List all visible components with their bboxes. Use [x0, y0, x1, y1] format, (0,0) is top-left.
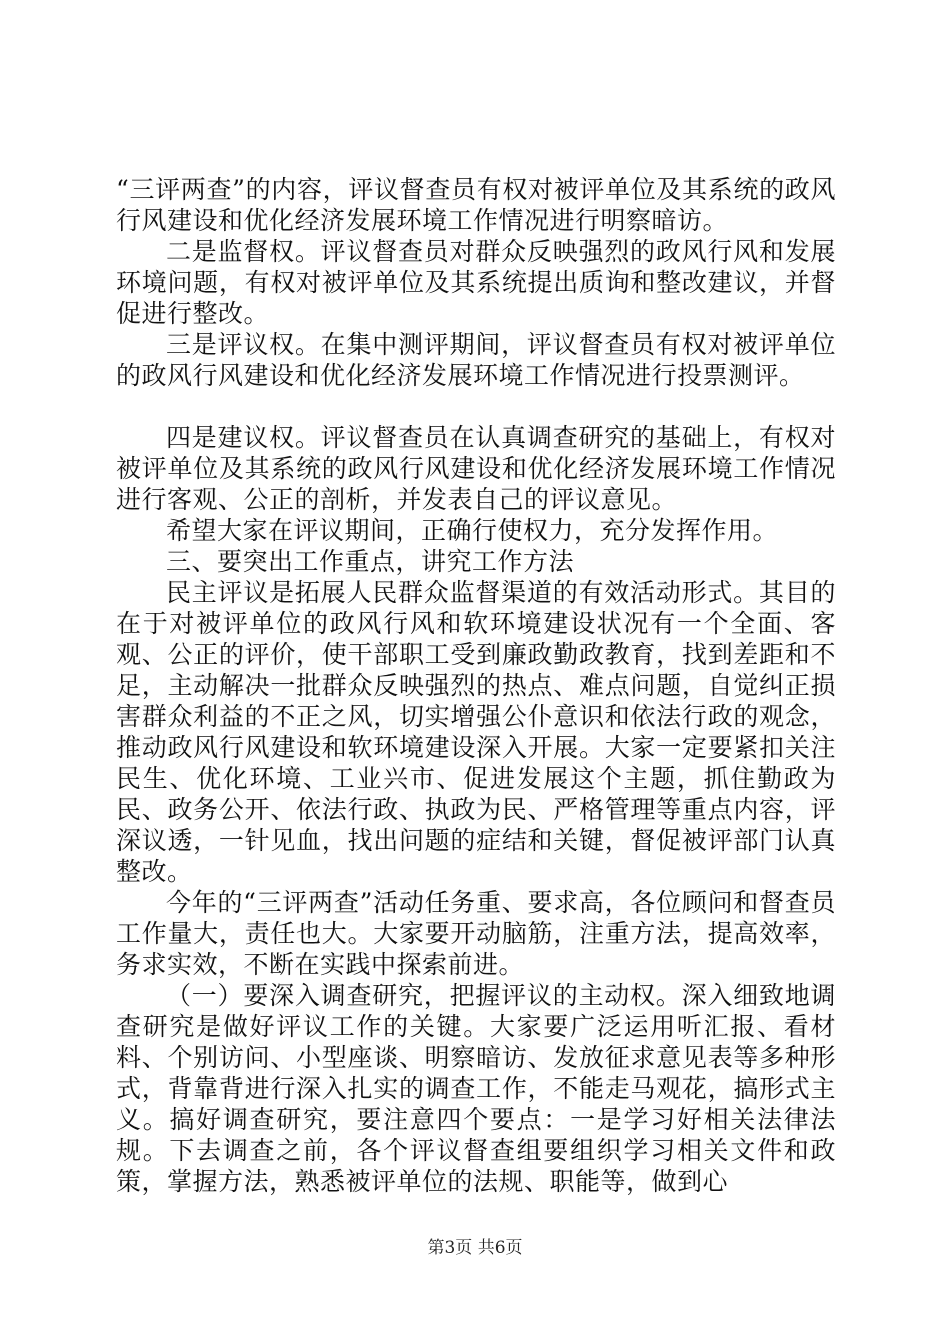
- section-heading: 三、要突出工作重点，讲究工作方法: [166, 547, 575, 576]
- paragraph-continuation: “三评两查”的内容，评议督查员有权对被评单位及其系统的政风行风建设和优化经济发展环境工作情况进行明察暗访。: [116, 175, 836, 235]
- paragraph-democratic-review: 民主评议是拓展人民群众监督渠道的有效活动形式。其目的在于对被评单位的政风行风和软环境建设状况有一个全面、客观、公正的评价，使干部职工受到廉政勤政教育，找到差距和不足，主动解决一批群众反映强烈的热点、难点问题，自觉纠正损害群众利益的不正之风，切实增强公仆意识和依法行政的观念，推动政风行风建设和软环境建设深入开展。大家一定要紧扣关注民生、优化环境、工业兴市、促进发展这个主题，抓住勤政为民、政务公开、依法行政、执政为民、严格管理等重点内容，评深议透，一针见血，找出问题的症结和关键，督促被评部门认真整改。: [116, 578, 836, 886]
- paragraph-supervision-right: 二是监督权。评议督查员对群众反映强烈的政风行风和发展环境问题，有权对被评单位及其系统提出质询和整改建议，并督促进行整改。: [116, 237, 836, 328]
- page-footer: 第3页 共6页: [427, 1238, 523, 1258]
- paragraph-this-year: 今年的“三评两查”活动任务重、要求高，各位顾问和督查员工作量大，责任也大。大家要开动脑筋，注重方法，提高效率，务求实效，不断在实践中探索前进。: [116, 888, 836, 979]
- paragraph-suggestion-right: 四是建议权。评议督查员在认真调查研究的基础上，有权对被评单位及其系统的政风行风建设和优化经济发展环境工作情况进行客观、公正的剖析，并发表自己的评议意见。: [116, 423, 836, 514]
- document-body: [116, 174, 836, 1197]
- paragraph-hope: 希望大家在评议期间，正确行使权力，充分发挥作用。: [166, 516, 779, 545]
- paragraph-investigation: （一）要深入调查研究，把握评议的主动权。深入细致地调查研究是做好评议工作的关键。大家要广泛运用听汇报、看材料、个别访问、小型座谈、明察暗访、发放征求意见表等多种形式，背靠背进行深入扎实的调查工作，不能走马观花，搞形式主义。搞好调查研究，要注意四个要点：一是学习好相关法律法规。下去调查之前，各个评议督查组要组织学习相关文件和政策，掌握方法，熟悉被评单位的法规、职能等，做到心: [116, 981, 836, 1196]
- paragraph-evaluation-right: 三是评议权。在集中测评期间，评议督查员有权对被评单位的政风行风建设和优化经济发展环境工作情况进行投票测评。: [116, 330, 836, 390]
